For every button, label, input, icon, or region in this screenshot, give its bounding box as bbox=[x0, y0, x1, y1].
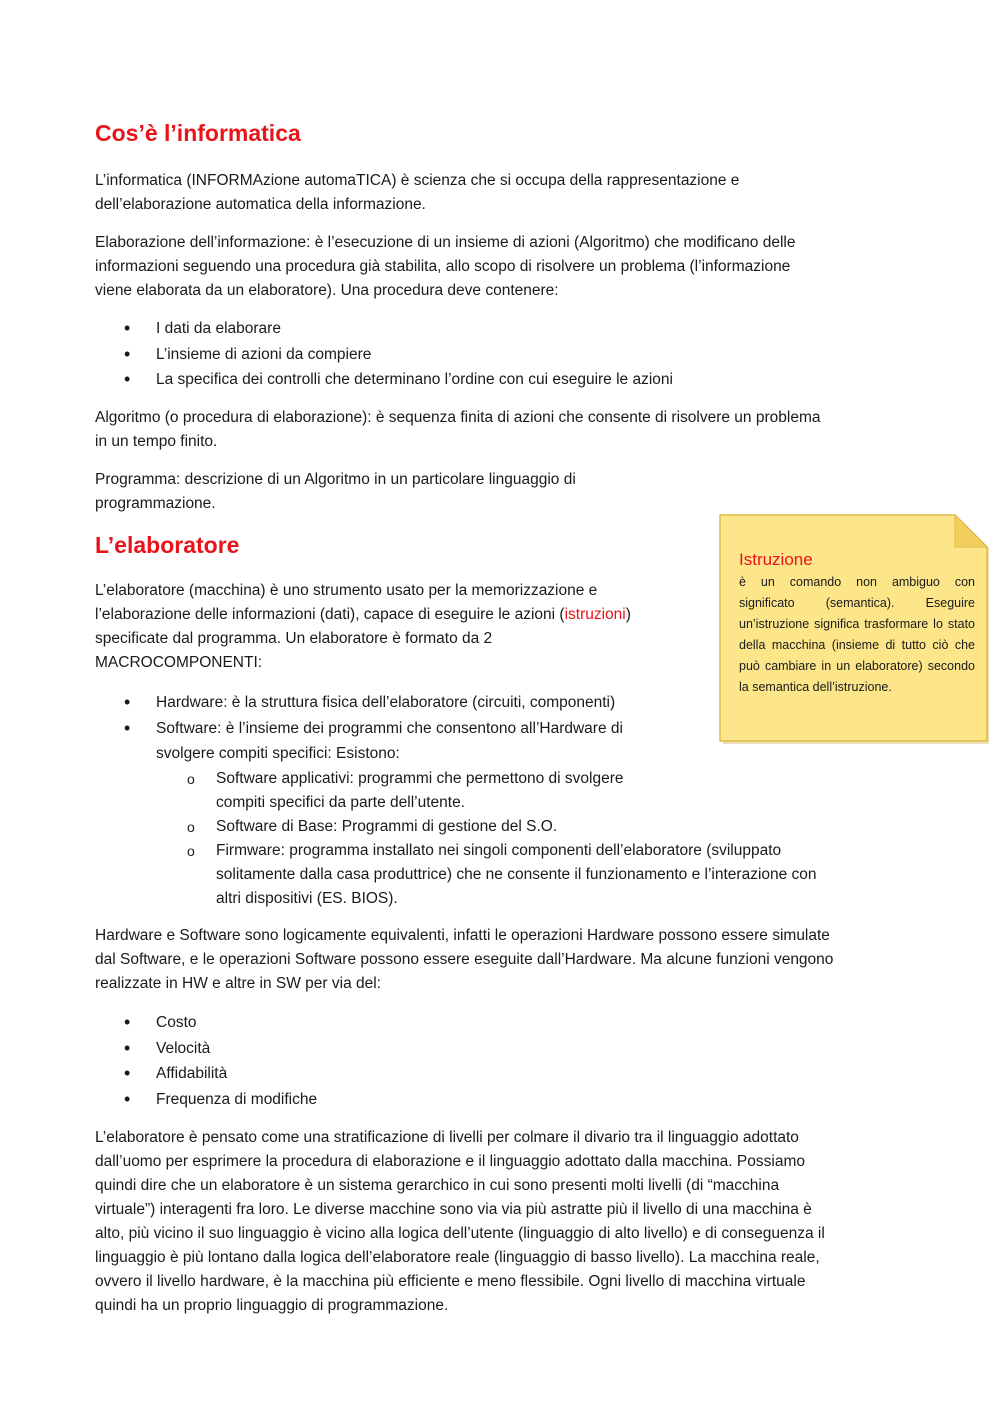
paragraph-equivalenza: Hardware e Software sono logicamente equivalenti, infatti le operazioni Hardware possono essere simulate dal Software, e le operazioni Software possono essere eseguite dall’Hardware. Ma alcune funzioni vengono realizzate in HW e altre in SW per via del: bbox=[95, 927, 834, 992]
list-item: • Affidabilità bbox=[95, 1061, 317, 1087]
sublist-item: o Software di Base: Programmi di gestione del S.O. bbox=[156, 815, 817, 839]
istruzioni-link[interactable]: istruzioni bbox=[564, 606, 626, 623]
procedure-list bbox=[95, 316, 673, 393]
sublist-item: o Firmware: programma installato nei singoli componenti dell’elaboratore (sviluppato solitamente dalla casa produttrice) che ne consente il funzionamento e l’interazione con altri dispositivi (ES. BIOS). bbox=[156, 839, 817, 911]
note-title: Istruzione bbox=[739, 550, 813, 569]
list-item: • Software: è l’insieme dei programmi che consentono all’Hardware di svolgere compiti specifici: Esistono: o Software applicativi: programmi che permettono di svolgere compiti specifici da parte dell’utente. o Software di Base: Programmi di gestione del S.O. o Firmware: programma installato nei singoli componenti dell’elaboratore (sviluppato solitamente dalla casa produttrice) che ne consente il funzionamento e l’interazione con altri dispositivi (ES. BIOS). bbox=[95, 716, 817, 911]
macrocomponent-list bbox=[95, 690, 817, 911]
list-item: • I dati da elaborare bbox=[95, 316, 673, 342]
sticky-note-content bbox=[739, 550, 975, 698]
istruzione-sticky-note bbox=[719, 514, 989, 742]
sublist-item: o Software applicativi: programmi che permettono di svolgere compiti specifici da parte dell’utente. bbox=[156, 767, 817, 815]
list-item: • L’insieme di azioni da compiere bbox=[95, 342, 673, 368]
paragraph-algoritmo: Algoritmo (o procedura di elaborazione): è sequenza finita di azioni che consente di risolvere un problema in un tempo finito. bbox=[95, 409, 821, 450]
list-item: • Velocità bbox=[95, 1036, 317, 1062]
paragraph-elaborazione: Elaborazione dell’informazione: è l’esecuzione di un insieme di azioni (Algoritmo) che modificano delle informazioni seguendo una procedura già stabilita, allo scopo di risolvere un problema (l’informazione viene elaborata da un elaboratore). Una procedura deve contenere: bbox=[95, 234, 796, 299]
heading-informatica: Cos’è l’informatica bbox=[95, 120, 301, 146]
heading-elaboratore: L’elaboratore bbox=[95, 532, 240, 558]
software-sublist bbox=[156, 767, 817, 911]
paragraph-definition: L’informatica (INFORMAzione automaTICA) è scienza che si occupa della rappresentazione e dell’elaborazione automatica della informazione. bbox=[95, 172, 740, 213]
list-item: • Frequenza di modifiche bbox=[95, 1087, 317, 1113]
list-item: • Hardware: è la struttura fisica dell’elaboratore (circuiti, componenti) bbox=[95, 690, 817, 716]
paragraph-stratificazione: L’elaboratore è pensato come una stratificazione di livelli per colmare il divario tra il linguaggio adottato dall’uomo per esprimere la procedura di elaborazione e il linguaggio adottato dalla macchina. Possiamo quindi dire che un elaboratore è un sistema gerarchico in cui sono presenti molti livelli (di “macchina virtuale”) interagenti fra loro. Le diverse macchine sono via via più astratte più il livello di una macchina è alto, più vicino il suo linguaggio è vicino alla logica dell’utente (linguaggio di alto livello) e di conseguenza il linguaggio è più lontano dalla logica dell’elaboratore reale (linguaggio di basso livello). La macchina reale, ovvero il livello hardware, è la macchina più efficiente e meno flessibile. Ogni livello di macchina virtuale quindi ha un proprio linguaggio di programmazione. bbox=[95, 1129, 825, 1314]
paragraph-elaboratore-intro: L’elaboratore (macchina) è uno strumento usato per la memorizzazione e l’elaborazione delle informazioni (dati), capace di eseguire le azioni (istruzioni) specificate dal programma. Un elaboratore è formato da 2 MACROCOMPONENTI: bbox=[95, 582, 631, 671]
paragraph-programma: Programma: descrizione di un Algoritmo in un particolare linguaggio di programmazione. bbox=[95, 471, 576, 512]
reasons-list bbox=[95, 1010, 317, 1112]
list-item: • La specifica dei controlli che determinano l’ordine con cui eseguire le azioni bbox=[95, 367, 673, 393]
note-text: è un comando non ambiguo con significato (semantica). Eseguire un’istruzione significa trasformare lo stato della macchina (insieme di tutto ciò che può cambiare in un elaboratore) secondo la semantica dell’istruzione. bbox=[739, 575, 975, 694]
list-item: • Costo bbox=[95, 1010, 317, 1036]
